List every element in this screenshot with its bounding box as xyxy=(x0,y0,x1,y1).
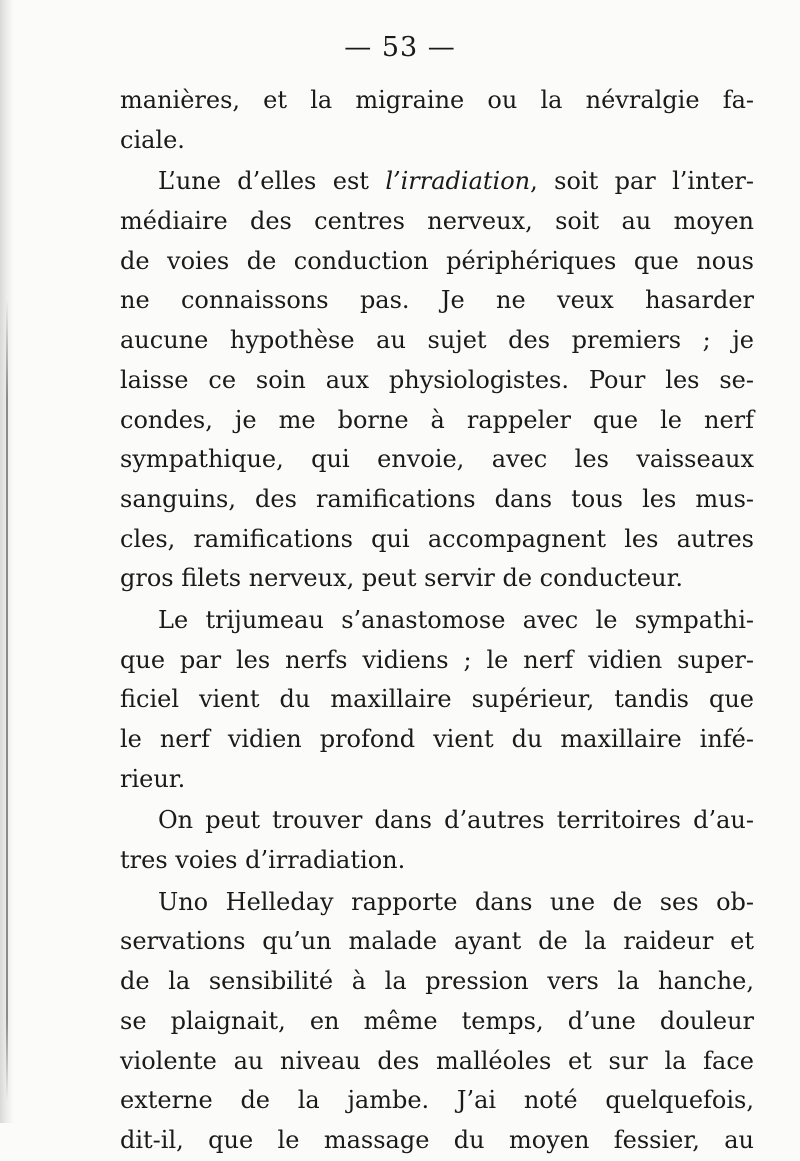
text-line: ficiel vient du maxillaire supérieur, tandis que xyxy=(120,685,754,714)
text-line: servations qu’un malade ayant de la raideur et xyxy=(120,927,754,956)
text-line: ciale. xyxy=(120,125,185,154)
page-number: — 53 — xyxy=(344,32,456,63)
text-line: laisse ce soin aux physiologistes. Pour les se- xyxy=(120,365,754,394)
text-line: cles, ramifications qui accompagnent les autres xyxy=(120,524,754,553)
text-line: sanguins, des ramifications dans tous les mus- xyxy=(120,484,754,513)
text-span: L’une d’elles est xyxy=(158,167,386,196)
text-line: violente au niveau des malléoles et sur la face xyxy=(120,1046,754,1075)
text-span: , soit par l’inter- xyxy=(530,167,754,196)
text-line: Uno Helleday rapporte dans une de ses ob- xyxy=(158,887,754,916)
text-line: de voies de conduction périphériques que nous xyxy=(120,246,754,275)
text-line: aucune hypothèse au sujet des premiers ; je xyxy=(120,326,754,355)
text-line xyxy=(120,162,754,202)
text-line: On peut trouver dans d’autres territoires d’au- xyxy=(158,806,754,835)
text-line: Le trijumeau s’anastomose avec le sympathi- xyxy=(158,605,754,634)
text-line: de la sensibilité à la pression vers la hanche, xyxy=(120,967,754,996)
scan-binding-line xyxy=(6,300,8,1100)
text-line: médiaire des centres nerveux, soit au moyen xyxy=(120,207,754,236)
text-line: tres voies d’irradiation. xyxy=(120,846,406,875)
text-line: condes, je me borne à rappeler que le nerf xyxy=(120,405,754,434)
text-line: le nerf vidien profond vient du maxillaire infé- xyxy=(120,725,754,753)
text-line: que par les nerfs vidiens ; le nerf vidien super- xyxy=(120,645,754,674)
text-line: se plaignait, en même temps, d’une douleur xyxy=(120,1006,754,1035)
text-line: rieur. xyxy=(120,764,186,793)
text-line: dit-il, que le massage du moyen fessier, au xyxy=(120,1125,754,1154)
body-text xyxy=(120,81,754,1161)
emphasis-term: l’irradiation xyxy=(385,167,531,196)
text-line: sympathique, qui envoie, avec les vaisseaux xyxy=(120,445,754,474)
text-line: gros filets nerveux, peut servir de conducteur. xyxy=(120,564,684,593)
text-line: externe de la jambe. J’ai noté quelquefois, xyxy=(120,1086,754,1115)
text-line: manières, et la migraine ou la névralgie fa- xyxy=(120,86,754,114)
text-line: ne connaissons pas. Je ne veux hasarder xyxy=(120,286,754,315)
